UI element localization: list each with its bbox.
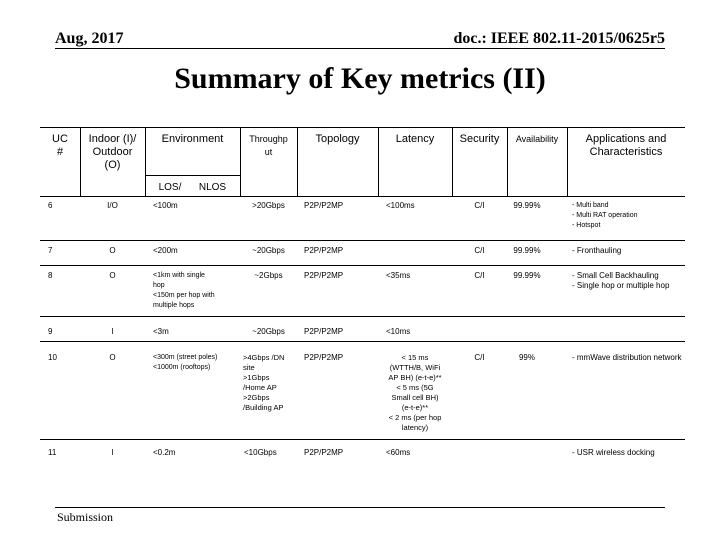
cell-topology: P2P/P2MP	[304, 353, 344, 362]
los-subheader-rule	[145, 175, 240, 176]
cell-throughput: ~20Gbps	[252, 246, 285, 255]
col-header-latency: Latency	[395, 133, 435, 145]
cell-environment: <0.2m	[153, 448, 176, 457]
header-doc-id: doc.: IEEE 802.11-2015/0625r5	[453, 30, 665, 47]
col-header-indoor-outdoor: Indoor (I)/ Outdoor (O)	[88, 133, 137, 171]
cell-latency: <100ms	[386, 201, 415, 210]
cell-security: C/I	[474, 201, 485, 210]
cell-applications: - USR wireless docking	[572, 448, 655, 457]
row-rule	[40, 240, 685, 241]
cell-availability: 99%	[518, 353, 535, 362]
cell-security: C/I	[474, 271, 485, 280]
cell-uc: 6	[48, 201, 53, 210]
cell-throughput: ~20Gbps	[252, 327, 285, 336]
header-date: Aug, 2017	[55, 30, 124, 47]
cell-uc: 7	[48, 246, 53, 255]
cell-applications: - mmWave distribution network	[572, 353, 682, 362]
cell-indoor-outdoor: O	[109, 246, 116, 255]
cell-availability: 99.99%	[513, 271, 541, 280]
row-rule	[40, 439, 685, 440]
cell-availability: 99.99%	[513, 201, 541, 210]
cell-environment: <1km with single hop <150m per hop with multiple hops	[153, 272, 215, 309]
cell-uc: 11	[48, 448, 57, 457]
page-title: Summary of Key metrics (II)	[174, 62, 546, 95]
col-header-availability: Availability	[515, 134, 559, 144]
cell-topology: P2P/P2MP	[304, 327, 344, 336]
col-header-uc: UC #	[52, 133, 68, 158]
cell-topology: P2P/P2MP	[304, 201, 344, 210]
cell-uc: 9	[48, 327, 53, 336]
col-subheader-nlos: NLOS	[198, 182, 227, 193]
cell-indoor-outdoor: O	[109, 353, 116, 362]
cell-uc: 10	[48, 353, 57, 362]
col-header-security: Security	[459, 133, 500, 145]
cell-topology: P2P/P2MP	[304, 271, 344, 280]
table-border-top	[40, 127, 685, 128]
cell-topology: P2P/P2MP	[304, 448, 344, 457]
cell-indoor-outdoor: O	[109, 271, 116, 280]
footer-submission: Submission	[57, 510, 114, 524]
cell-indoor-outdoor: I/O	[107, 201, 118, 210]
cell-latency: < 15 ms (WTTH/B, WiFi AP BH) (e-t-e)** < 5 ms (5G Small cell BH) (e-t-e)** < 2 ms (per hop latency)	[388, 353, 442, 432]
col-header-topology: Topology	[315, 133, 360, 145]
col-header-environment: Environment	[161, 133, 224, 145]
col-header-applications: Applications and Characteristics	[585, 133, 667, 158]
col-header-throughput: Throughp ut	[249, 134, 288, 157]
cell-latency: <10ms	[386, 327, 411, 336]
cell-applications: - Small Cell Backhauling - Single hop or multiple hop	[572, 271, 670, 290]
cell-availability: 99.99%	[513, 246, 541, 255]
col-subheader-los: LOS/	[158, 182, 182, 193]
row-rule	[40, 341, 685, 342]
header-bottom-rule	[40, 196, 685, 197]
cell-topology: P2P/P2MP	[304, 246, 344, 255]
cell-latency: <60ms	[386, 448, 411, 457]
cell-security: C/I	[474, 246, 485, 255]
cell-throughput: >20Gbps	[252, 201, 285, 210]
cell-applications: - Fronthauling	[572, 246, 622, 255]
cell-throughput: ~2Gbps	[254, 271, 283, 280]
cell-environment: <300m (street poles) <1000m (rooftops)	[153, 354, 218, 371]
cell-throughput: >4Gbps /DN site >1Gbps /Home AP >2Gbps /Building AP	[243, 353, 285, 412]
row-rule	[40, 316, 685, 317]
cell-uc: 8	[48, 271, 53, 280]
cell-security: C/I	[474, 353, 485, 362]
cell-indoor-outdoor: I	[111, 448, 114, 457]
cell-environment: <100m	[153, 201, 178, 210]
cell-indoor-outdoor: I	[111, 327, 114, 336]
cell-environment: <200m	[153, 246, 178, 255]
cell-throughput: <10Gbps	[244, 448, 277, 457]
cell-applications: - Multi band - Multi RAT operation - Hotspot	[572, 202, 638, 229]
cell-environment: <3m	[153, 327, 169, 336]
cell-latency: <35ms	[386, 271, 411, 280]
header-rule	[55, 48, 665, 49]
footer-rule	[55, 507, 665, 508]
row-rule	[40, 265, 685, 266]
